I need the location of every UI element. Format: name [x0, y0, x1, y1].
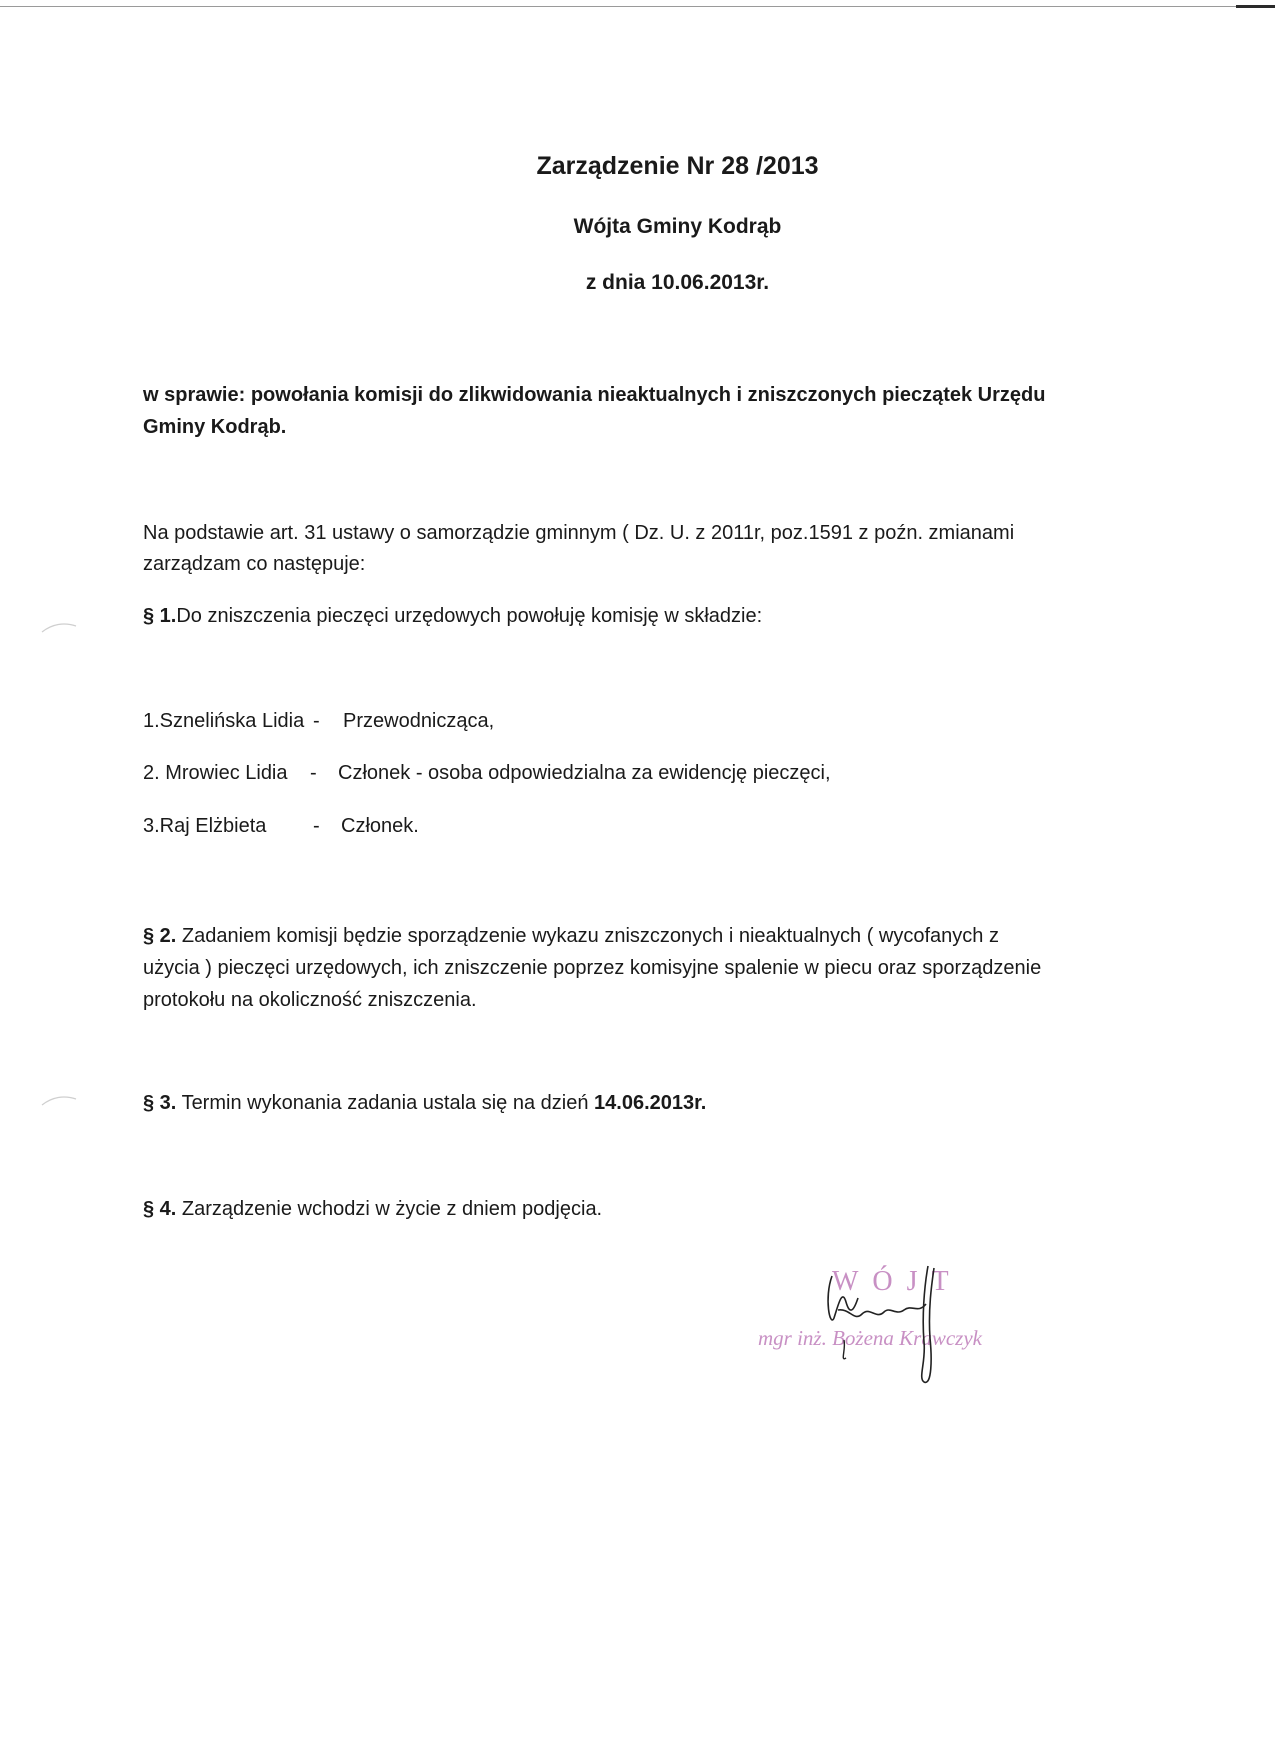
- section-2-mark: § 2.: [143, 925, 177, 947]
- section-3-text: Termin wykonania zadania ustala się na dzień: [181, 1092, 589, 1114]
- section-1-mark: § 1.: [143, 605, 177, 627]
- section-1-text: Do zniszczenia pieczęci urzędowych powołuję komisję w składzie:: [176, 605, 763, 627]
- section-4-text: Zarządzenie wchodzi w życie z dniem podjęcia.: [181, 1198, 603, 1220]
- member-2-dash: -: [310, 762, 317, 784]
- subject-text-1: powołania komisji do zlikwidowania nieaktualnych i zniszczonych pieczątek Urzędu: [250, 384, 1046, 406]
- member-1-role: Przewodnicząca,: [343, 710, 495, 732]
- section-3-mark: § 3.: [143, 1092, 177, 1114]
- document-title: Zarządzenie Nr 28 /2013: [536, 152, 819, 180]
- section-3-date: 14.06.2013r.: [594, 1092, 707, 1114]
- scan-speck-2: [40, 1093, 80, 1107]
- section-2-text-1: Zadaniem komisji będzie sporządzenie wykazu zniszczonych i nieaktualnych ( wycofanych z: [181, 925, 999, 947]
- member-2-role: Członek - osoba odpowiedzialna za ewidencję pieczęci,: [338, 762, 831, 784]
- member-1-dash: -: [313, 710, 320, 732]
- section-2-line-2: użycia ) pieczęci urzędowych, ich zniszczenie poprzez komisyjne spalenie w piecu oraz sporządzenie: [143, 957, 1042, 979]
- signature-stroke-1: [828, 1276, 858, 1320]
- document-issuer: Wójta Gminy Kodrąb: [573, 215, 782, 238]
- signature-stroke-4: [843, 1340, 846, 1359]
- section-2-line-3: protokołu na okoliczność zniszczenia.: [143, 989, 477, 1011]
- section-2-line-1: [143, 920, 1083, 952]
- member-1-name: 1.Sznelińska Lidia: [143, 710, 305, 732]
- subject-line-2: Gminy Kodrąb.: [143, 416, 287, 438]
- member-2-name: 2. Mrowiec Lidia: [143, 762, 288, 784]
- member-3-dash: -: [313, 815, 320, 837]
- signature-stroke-3: [922, 1266, 934, 1382]
- section-4-mark: § 4.: [143, 1198, 177, 1220]
- handwritten-signature: [820, 1258, 980, 1388]
- stamp-name: mgr inż. Bożena Krawczyk: [758, 1326, 982, 1350]
- member-3-name: 3.Raj Elżbieta: [143, 815, 267, 837]
- legal-basis-line-2: zarządzam co następuje:: [143, 553, 366, 575]
- section-3: [143, 1087, 1083, 1119]
- section-4: [143, 1193, 1083, 1225]
- subject-line-1: [143, 379, 1083, 411]
- document-date: z dnia 10.06.2013r.: [585, 271, 770, 294]
- subject-label: w sprawie:: [143, 384, 246, 406]
- scan-speck-1: [40, 620, 80, 634]
- stamp-title: WÓJT: [832, 1266, 963, 1297]
- scan-edge-mark: [1236, 5, 1275, 8]
- legal-basis-line-1: Na podstawie art. 31 ustawy o samorządzie gminnym ( Dz. U. z 2011r, poz.1591 z poźn. zmianami: [143, 522, 1015, 544]
- section-1: [143, 600, 1083, 632]
- member-3-role: Członek.: [341, 815, 419, 837]
- scan-edge-line: [0, 6, 1275, 7]
